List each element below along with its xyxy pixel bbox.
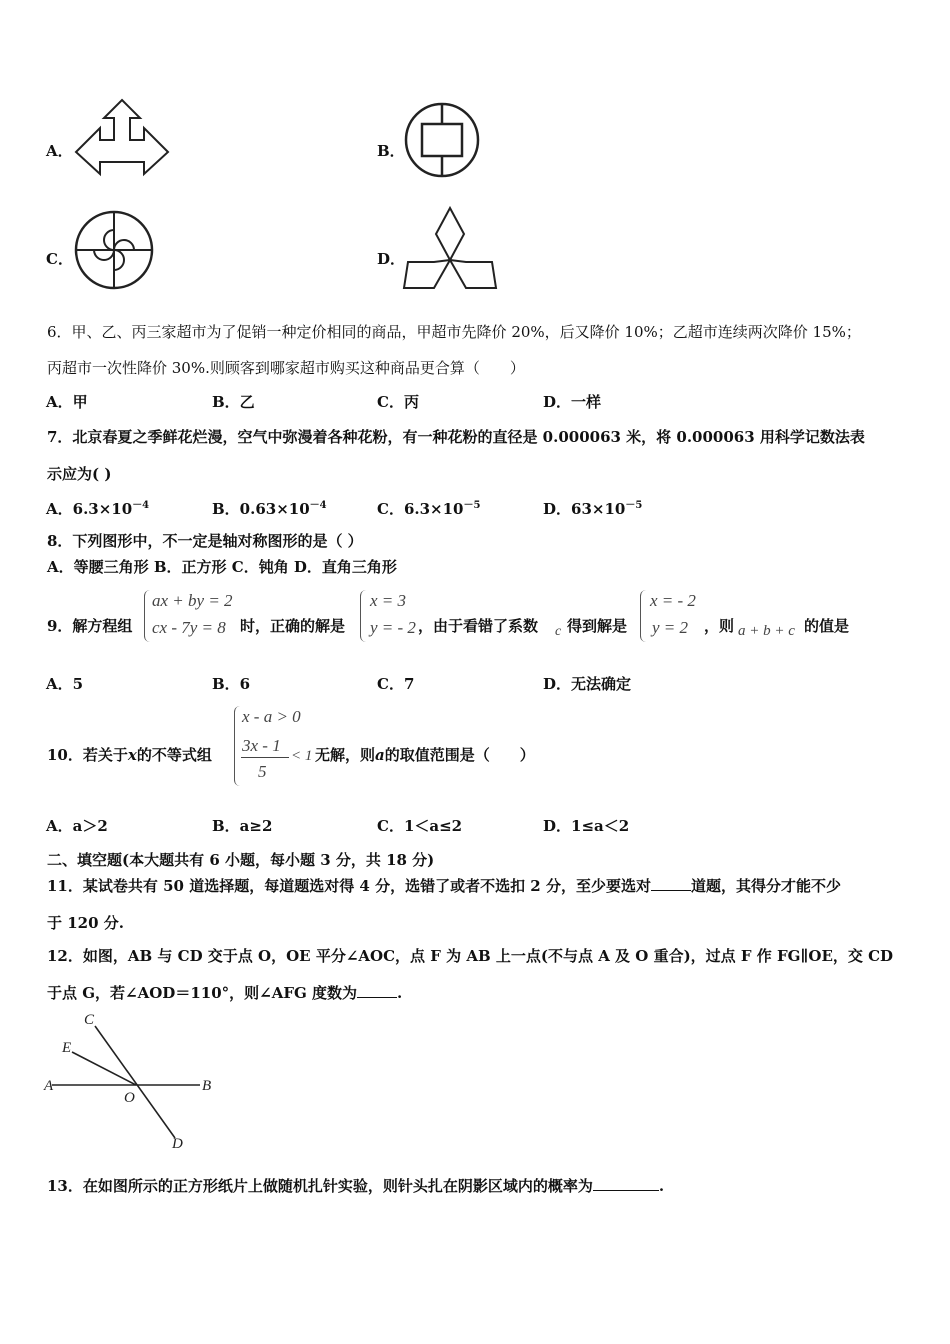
q9-system1-eq2: cx - 7y = 8 (152, 618, 226, 637)
q6-option-a: A．甲 (46, 393, 88, 411)
figure-label-o: O (124, 1090, 135, 1106)
q12-geometry-figure (40, 1008, 230, 1158)
q10-option-b: B．a≥2 (212, 817, 273, 835)
q10-less-than-one: < 1 (291, 748, 313, 764)
three-rhombus-figure-icon (402, 206, 498, 292)
q8-stem: 8．下列图形中，不一定是轴对称图形的是（ ） (47, 532, 363, 550)
q8-options: A．等腰三角形 B．正方形 C．钝角 D．直角三角形 (47, 558, 397, 576)
q11-stem-line1: 11．某试卷共有 50 道选择题，每道题选对得 4 分，选错了或者不选扣 2 分，至少要选对 道题，其得分才能不少 (47, 877, 841, 895)
q9-coefficient: c (555, 624, 562, 639)
q10-fraction-denominator: 5 (258, 762, 267, 781)
q10-suffix: 无解，则a的取值范围是（ ） (315, 746, 535, 764)
q9-option-b: B．6 (212, 675, 251, 693)
q13-stem: 13．在如图所示的正方形纸片上做随机扎针实验，则针头扎在阴影区域内的概率为 . (47, 1177, 665, 1195)
q9-system2-eq1: x = 3 (370, 591, 407, 610)
q7-option-b: B．$0.63\times 10^{-4}$ (212, 500, 327, 518)
q9-system1-eq1: ax + by = 2 (152, 591, 233, 610)
q10-prefix: 10．若关于x的不等式组 (47, 746, 212, 764)
q9-system3-eq1: x = - 2 (650, 591, 696, 610)
q9-expression: a + b + c (738, 623, 795, 639)
q10-system-brace (234, 706, 241, 786)
q7-option-a: A．$6.3\times 10^{-4}$ (46, 500, 150, 518)
q9-option-a: A．5 (46, 675, 84, 693)
q9-text-mid1: 时，正确的解是 (240, 617, 346, 635)
arrows-figure-icon (72, 98, 172, 178)
q10-fraction-bar (241, 757, 289, 758)
pinwheel-circle-figure-icon (74, 210, 154, 290)
figure-label-e: E (62, 1040, 72, 1056)
q9-suffix: 的值是 (804, 617, 850, 635)
q7-stem-line1: 7．北京春夏之季鲜花烂漫，空气中弥漫着各种花粉，有一种花粉的直径是 0.000063 米，将 0.000063 用科学记数法表 (47, 428, 865, 446)
figure-label-a: A (44, 1078, 54, 1094)
q10-option-c: C．1＜a≤2 (377, 817, 463, 835)
q6-stem-line1: 6．甲、乙、丙三家超市为了促销一种定价相同的商品，甲超市先降价 20%，后又降价 10%；乙超市连续两次降价 15%； (47, 323, 861, 341)
q9-option-d: D．无法确定 (543, 675, 632, 693)
q6-stem-line2: 丙超市一次性降价 30%.则顾客到哪家超市购买这种商品更合算（ ） (47, 359, 525, 377)
q7-option-c: C．$6.3\times 10^{-5}$ (377, 500, 481, 518)
q6-option-c: C．丙 (377, 393, 419, 411)
q11-stem-line2: 于 120 分. (47, 914, 124, 932)
q9-system2-brace (360, 590, 367, 642)
section-2-heading: 二、填空题(本大题共有 6 小题，每小题 3 分，共 18 分) (47, 851, 435, 869)
q7-option-d: D．$63\times 10^{-5}$ (543, 500, 643, 518)
q9-system1-brace (144, 590, 151, 642)
q10-option-d: D．1≤a＜2 (543, 817, 630, 835)
option-a-label: A． (46, 142, 73, 160)
option-b-label: B． (377, 142, 405, 160)
figure-label-b: B (202, 1078, 212, 1094)
q9-text-mid3: 得到解是 (567, 617, 628, 635)
q7-stem-line2: 示应为( ) (47, 465, 112, 483)
q12-stem-line1: 12．如图，AB 与 CD 交于点 O，OE 平分∠AOC，点 F 为 AB 上一点(不与点 A 及 O 重合)，过点 F 作 FG∥OE，交 CD (47, 947, 894, 965)
q9-prefix: 9．解方程组 (47, 617, 133, 635)
q9-system3-eq2: y = 2 (652, 618, 689, 637)
q6-option-b: B．乙 (212, 393, 255, 411)
q11-answer-blank[interactable] (651, 890, 691, 891)
option-d-label: D． (377, 250, 406, 268)
q10-inequality1: x - a > 0 (242, 707, 301, 726)
q9-text-mid2: ，由于看错了系数 (418, 617, 539, 635)
figure-label-d: D (172, 1136, 183, 1152)
q12-stem-line2: 于点 G，若∠AOD＝110°，则∠AFG 度数为 . (47, 984, 403, 1002)
q9-system2-eq2: y = - 2 (370, 618, 416, 637)
q9-system3-brace (640, 590, 647, 642)
option-c-label: C． (46, 250, 73, 268)
q10-fraction-numerator: 3x - 1 (242, 736, 281, 755)
q9-option-c: C．7 (377, 675, 415, 693)
figure-label-c: C (84, 1012, 95, 1028)
q6-option-d: D．一样 (543, 393, 602, 411)
q10-option-a: A．a＞2 (46, 817, 108, 835)
q12-answer-blank[interactable] (357, 997, 397, 998)
q9-text-mid4: ，则 (704, 617, 735, 635)
q13-answer-blank[interactable] (593, 1190, 659, 1191)
circle-with-square-figure-icon (402, 102, 482, 182)
